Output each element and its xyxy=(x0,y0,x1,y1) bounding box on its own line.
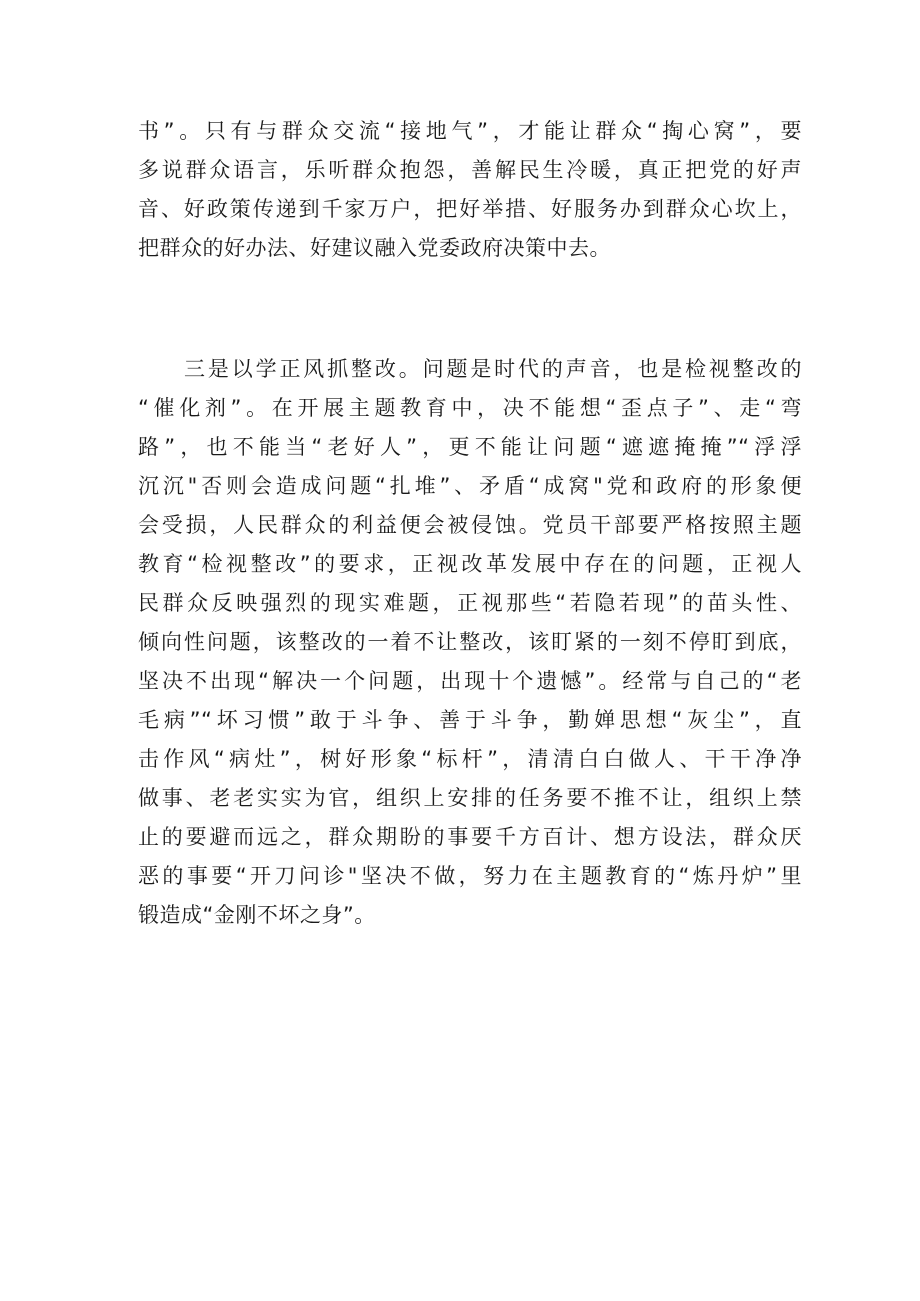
text-line: 会受损，人民群众的利益便会被侵蚀。党员干部要严格按照主题 xyxy=(138,513,802,537)
text-line-first: 三是以学正风抓整改。问题是时代的声音，也是检视整改的 xyxy=(184,357,802,381)
paragraph-point-three xyxy=(138,350,802,935)
text-line: “催化剂”。在开展主题教育中，决不能想“歪点子”、走“弯 xyxy=(138,396,802,420)
text-line: 沉沉"否则会造成问题“扎堆”、矛盾“成窝"党和政府的形象便 xyxy=(138,474,802,498)
text-line: 多说群众语言，乐听群众抱怨，善解民生冷暖，真正把党的好声 xyxy=(138,158,802,182)
text-line: 把群众的好办法、好建议融入党委政府决策中去。 xyxy=(138,236,611,260)
text-line: 止的要避而远之，群众期盼的事要千方百计、想方设法，群众厌 xyxy=(138,825,802,849)
text-line: 毛病”“坏习惯”敢于斗争、善于斗争，勤婵思想“灰尘”，直 xyxy=(138,708,802,732)
text-line: 坚决不出现“解决一个问题，出现十个遗憾”。经常与自己的“老 xyxy=(138,669,802,693)
text-line: 路”，也不能当“老好人”，更不能让问题“遮遮掩掩”“浮浮 xyxy=(138,435,802,459)
paragraph-continuation xyxy=(138,112,802,268)
text-line: 民群众反映强烈的现实难题，正视那些“若隐若现”的苗头性、 xyxy=(138,591,802,615)
text-line: 音、好政策传递到千家万户，把好举措、好服务办到群众心坎上， xyxy=(138,197,802,221)
text-line: 做事、老老实实为官，组织上安排的任务要不推不让，组织上禁 xyxy=(138,786,802,810)
text-line: 教育“检视整改”的要求，正视改革发展中存在的问题，正视人 xyxy=(138,552,802,576)
text-line: 书”。只有与群众交流“接地气”，才能让群众“掏心窝”，要 xyxy=(138,119,802,143)
text-line: 恶的事要“开刀问诊"坚决不做，努力在主题教育的“炼丹炉”里 xyxy=(138,864,802,888)
text-line: 锻造成“金刚不坏之身”。 xyxy=(138,903,376,927)
text-line: 击作风“病灶”，树好形象“标杆”，清清白白做人、干干净净 xyxy=(138,747,802,771)
text-line: 倾向性问题，该整改的一着不让整改，该盯紧的一刻不停盯到底， xyxy=(138,630,802,654)
